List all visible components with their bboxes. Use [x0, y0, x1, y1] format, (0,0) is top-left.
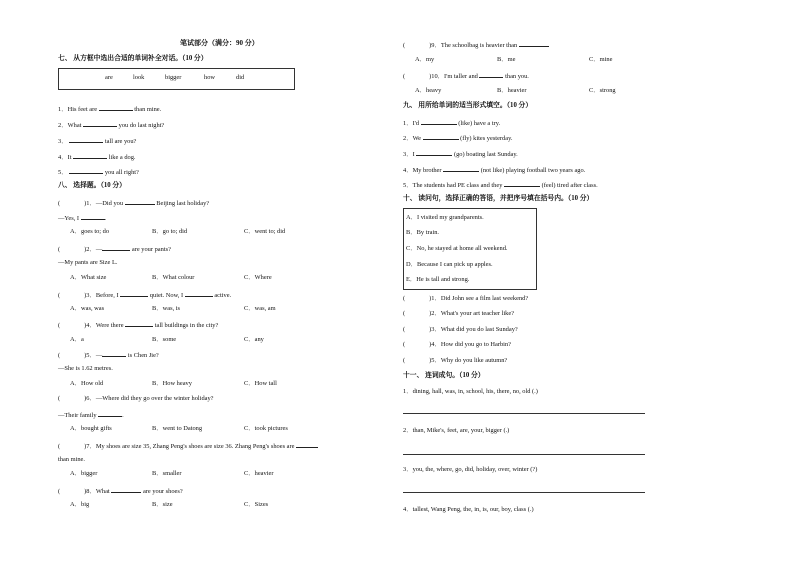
s8-answer-line: —My pants are Size L.	[58, 259, 118, 266]
word-bank-word: look	[133, 74, 145, 81]
s9-item-post: (like) have a try.	[458, 120, 501, 127]
question-text: 10．I'm taller and	[431, 73, 478, 80]
answer-blank[interactable]	[102, 350, 126, 357]
question-text: 4．How did you go to Harbin?	[431, 341, 511, 348]
s8-question	[58, 198, 209, 208]
paren-close: )	[84, 200, 87, 207]
option-a[interactable]: A．big	[70, 501, 90, 508]
paren-open: (	[403, 73, 406, 80]
question-text: is Chen Jie?	[127, 352, 159, 359]
option-b[interactable]: B．heavier	[497, 87, 527, 94]
s11-item: 2．than, Mike's, feet, are, your, bigger (.)	[403, 427, 510, 434]
option-c[interactable]: C．How tall	[244, 380, 277, 387]
option-c[interactable]: C．any	[244, 336, 264, 343]
question-text: are your shoes?	[142, 488, 183, 495]
question-text: 9．The schoolbag is heavier than	[431, 42, 518, 49]
s8-question	[58, 244, 171, 254]
answer-choice: B．By train.	[406, 229, 440, 236]
option-b[interactable]: B．some	[152, 336, 177, 343]
s9-item	[403, 165, 585, 175]
paren-close: )	[429, 326, 432, 333]
s7-item-pre: 4．It	[58, 154, 72, 161]
s9-item-post: (fly) kites yesterday.	[460, 135, 513, 142]
answer-blank[interactable]	[125, 320, 153, 327]
option-c[interactable]: C．strong	[589, 87, 616, 94]
s9-item	[403, 180, 598, 190]
s8-answer-line	[58, 410, 124, 420]
s8-question	[58, 441, 318, 451]
s7-item	[58, 136, 136, 146]
paren-close: )	[84, 443, 87, 450]
section9-heading: 九、 用所给单词的适当形式填空。（10 分）	[403, 102, 533, 109]
s7-item-pre: 5．	[58, 169, 68, 176]
option-c[interactable]: C．was, am	[244, 305, 276, 312]
question-text: Beijing last holiday?	[156, 200, 210, 207]
answer-blank[interactable]	[99, 104, 133, 111]
s7-item-post: you do last night?	[118, 122, 165, 129]
paren-open: (	[58, 488, 61, 495]
option-c[interactable]: C．Where	[244, 274, 272, 281]
answer-blank[interactable]	[421, 118, 457, 125]
s9-item	[403, 133, 512, 143]
s9-item	[403, 149, 518, 159]
answer-blank[interactable]	[416, 149, 452, 156]
s11-item: 4．tallest, Wang Peng, the, in, is, our, boy, class (.)	[403, 506, 534, 513]
s9-item-post: (feel) tired after class.	[541, 182, 598, 189]
paren-close: )	[84, 292, 87, 299]
paren-close: )	[429, 310, 432, 317]
paren-open: (	[58, 200, 61, 207]
s8-question	[403, 40, 549, 50]
option-b[interactable]: B．go to; did	[152, 228, 188, 235]
answer-blank[interactable]	[98, 410, 122, 417]
s9-item-pre: 1．I'd	[403, 120, 420, 127]
s10-question	[403, 341, 511, 349]
answer-blank[interactable]	[120, 290, 148, 297]
paren-close: )	[84, 395, 87, 402]
answer-blank[interactable]	[69, 136, 103, 143]
section10-heading: 十、 读问句，选择正确的答语，并把序号填在括号内。（10 分）	[403, 195, 594, 202]
answer-line-text: .	[122, 412, 124, 419]
word-bank-word: bigger	[165, 74, 182, 81]
s10-question	[403, 295, 528, 303]
answer-blank[interactable]	[81, 213, 105, 220]
answer-choice: D．Because I can pick up apples.	[406, 261, 493, 268]
paren-open: (	[58, 443, 61, 450]
s9-item-post: (not like) playing football two years ago.	[480, 167, 586, 174]
paren-open: (	[403, 310, 406, 317]
option-a[interactable]: A．goes to; do	[70, 228, 110, 235]
option-a[interactable]: A．What size	[70, 274, 107, 281]
section8-heading: 八、 选择题。（10 分）	[58, 182, 126, 189]
option-a[interactable]: A．How old	[70, 380, 104, 387]
option-b[interactable]: B．me	[497, 56, 516, 63]
paren-open: (	[58, 292, 61, 299]
answer-line[interactable]	[403, 413, 645, 414]
question-text: than you.	[505, 73, 529, 80]
paren-open: (	[403, 341, 406, 348]
paren-close: )	[84, 322, 87, 329]
section11-heading: 十一、 连词成句。（10 分）	[403, 372, 485, 379]
answer-blank[interactable]	[479, 71, 503, 78]
option-b[interactable]: B．was, is	[152, 305, 181, 312]
page-title: 笔试部分（满分：90 分）	[180, 39, 259, 47]
word-bank-word: did	[236, 74, 245, 81]
s11-item: 3．you, the, where, go, did, holiday, over, winter (?)	[403, 466, 538, 473]
question-text: 1．—Did you	[86, 200, 124, 207]
s8-answer-line	[58, 213, 106, 223]
answer-blank[interactable]	[125, 198, 155, 205]
s8-question	[403, 71, 529, 81]
question-text: 8．What	[86, 488, 110, 495]
s8-question	[58, 290, 231, 300]
answer-blank[interactable]	[443, 165, 479, 172]
s9-item-pre: 3．I	[403, 151, 415, 158]
paren-close: )	[429, 295, 432, 302]
answer-line-text: —Their family	[58, 412, 97, 419]
question-text: active.	[214, 292, 232, 299]
answer-blank[interactable]	[83, 120, 117, 127]
s8-question	[58, 320, 218, 330]
s7-item	[58, 167, 139, 177]
paren-close: )	[429, 73, 432, 80]
paren-close: )	[84, 352, 87, 359]
s10-question	[403, 326, 518, 334]
s9-item-pre: 5．The students had PE class and they	[403, 182, 503, 189]
paren-open: (	[403, 295, 406, 302]
s7-item-post: than mine.	[134, 106, 162, 113]
paren-open: (	[58, 322, 61, 329]
paren-open: (	[58, 395, 61, 402]
option-a[interactable]: A．a	[70, 336, 84, 343]
option-a[interactable]: A．was, was	[70, 305, 105, 312]
option-b[interactable]: B．How heavy	[152, 380, 192, 387]
question-text: 4．Were there	[86, 322, 124, 329]
option-a[interactable]: A．my	[415, 56, 435, 63]
answer-choice: E．He is tall and strong.	[406, 276, 470, 283]
paren-close: )	[429, 357, 432, 364]
question-text: 5．Why do you like autumn?	[431, 357, 508, 364]
answer-blank[interactable]	[519, 40, 549, 47]
answer-line-text: .	[104, 215, 107, 222]
paren-close: )	[429, 341, 432, 348]
paren-open: (	[403, 357, 406, 364]
question-text: are your pants?	[131, 246, 171, 253]
answer-line-text: —Yes, I	[58, 215, 80, 222]
answer-blank[interactable]	[423, 133, 459, 140]
option-a[interactable]: A．heavy	[415, 87, 442, 94]
word-bank-word: are	[105, 74, 113, 81]
question-text: 3．Before, I	[86, 292, 119, 299]
answer-blank[interactable]	[111, 486, 141, 493]
s9-item-post: (go) boating last Sunday.	[453, 151, 518, 158]
s8-answer-line: than mine.	[58, 456, 85, 463]
s7-item-pre: 2．What	[58, 122, 82, 129]
paren-close: )	[84, 246, 87, 253]
option-c[interactable]: C．mine	[589, 56, 613, 63]
s9-item	[403, 118, 500, 128]
word-bank-box	[58, 68, 295, 90]
option-a[interactable]: A．bought gifts	[70, 425, 112, 432]
answer-blank[interactable]	[296, 441, 318, 448]
option-a[interactable]: A．bigger	[70, 470, 98, 477]
s7-item	[58, 152, 136, 162]
s8-question	[58, 350, 159, 360]
option-b[interactable]: B．What colour	[152, 274, 195, 281]
paren-open: (	[58, 352, 61, 359]
s8-question	[58, 486, 183, 496]
s7-item-post: like a dog.	[108, 154, 136, 161]
s7-item	[58, 104, 161, 114]
answer-line[interactable]	[403, 492, 645, 493]
answer-line[interactable]	[403, 454, 645, 455]
word-bank-word: how	[204, 74, 216, 81]
option-b[interactable]: B．smaller	[152, 470, 182, 477]
option-b[interactable]: B．went to Datong	[152, 425, 203, 432]
question-text: 7．My shoes are size 35, Zhang Peng's shoes are size 36. Zhang Peng's shoes are	[86, 443, 295, 450]
s7-item	[58, 120, 164, 130]
answer-blank[interactable]	[185, 290, 213, 297]
paren-open: (	[403, 42, 406, 49]
answer-blank[interactable]	[102, 244, 130, 251]
option-c[interactable]: C．went to; did	[244, 228, 286, 235]
option-c[interactable]: C．took pictures	[244, 425, 288, 432]
s7-item-pre: 3．	[58, 138, 68, 145]
paren-close: )	[84, 488, 87, 495]
answer-choices-box	[403, 208, 537, 290]
s10-question	[403, 310, 514, 318]
question-text: 3．What did you do last Sunday?	[431, 326, 518, 333]
option-b[interactable]: B．size	[152, 501, 173, 508]
question-text: quiet. Now, I	[149, 292, 184, 299]
section7-heading: 七、 从方框中选出合适的单词补全对话。（10 分）	[58, 55, 208, 62]
question-text: 2．What's your art teacher like?	[431, 310, 515, 317]
option-c[interactable]: C．heavier	[244, 470, 274, 477]
s11-item: 1．dining, hall, was, in, school, his, there, no, old (.)	[403, 388, 538, 395]
s7-item-post: tall are you?	[104, 138, 137, 145]
question-text: 6．—Where did they go over the winter holiday?	[86, 395, 214, 402]
answer-blank[interactable]	[504, 180, 540, 187]
s9-item-pre: 2．We	[403, 135, 421, 142]
question-text: 1．Did John see a film last weekend?	[431, 295, 529, 302]
question-text: tall buildings in the city?	[154, 322, 219, 329]
paren-close: )	[429, 42, 432, 49]
s10-question	[403, 357, 507, 365]
paren-open: (	[58, 246, 61, 253]
answer-choice: C．No, he stayed at home all weekend.	[406, 245, 508, 252]
answer-blank[interactable]	[69, 167, 103, 174]
answer-choice: A．I visited my grandparents.	[406, 214, 484, 221]
paren-open: (	[403, 326, 406, 333]
s7-item-post: you all right?	[104, 169, 139, 176]
s8-question	[58, 395, 214, 403]
s8-answer-line: —She is 1.62 metres.	[58, 365, 113, 372]
s7-item-pre: 1．His feet are	[58, 106, 98, 113]
question-text: 5．—	[86, 352, 103, 359]
answer-blank[interactable]	[73, 152, 107, 159]
option-c[interactable]: C．Sizes	[244, 501, 269, 508]
question-text: 2．—	[86, 246, 103, 253]
s9-item-pre: 4．My brother	[403, 167, 442, 174]
